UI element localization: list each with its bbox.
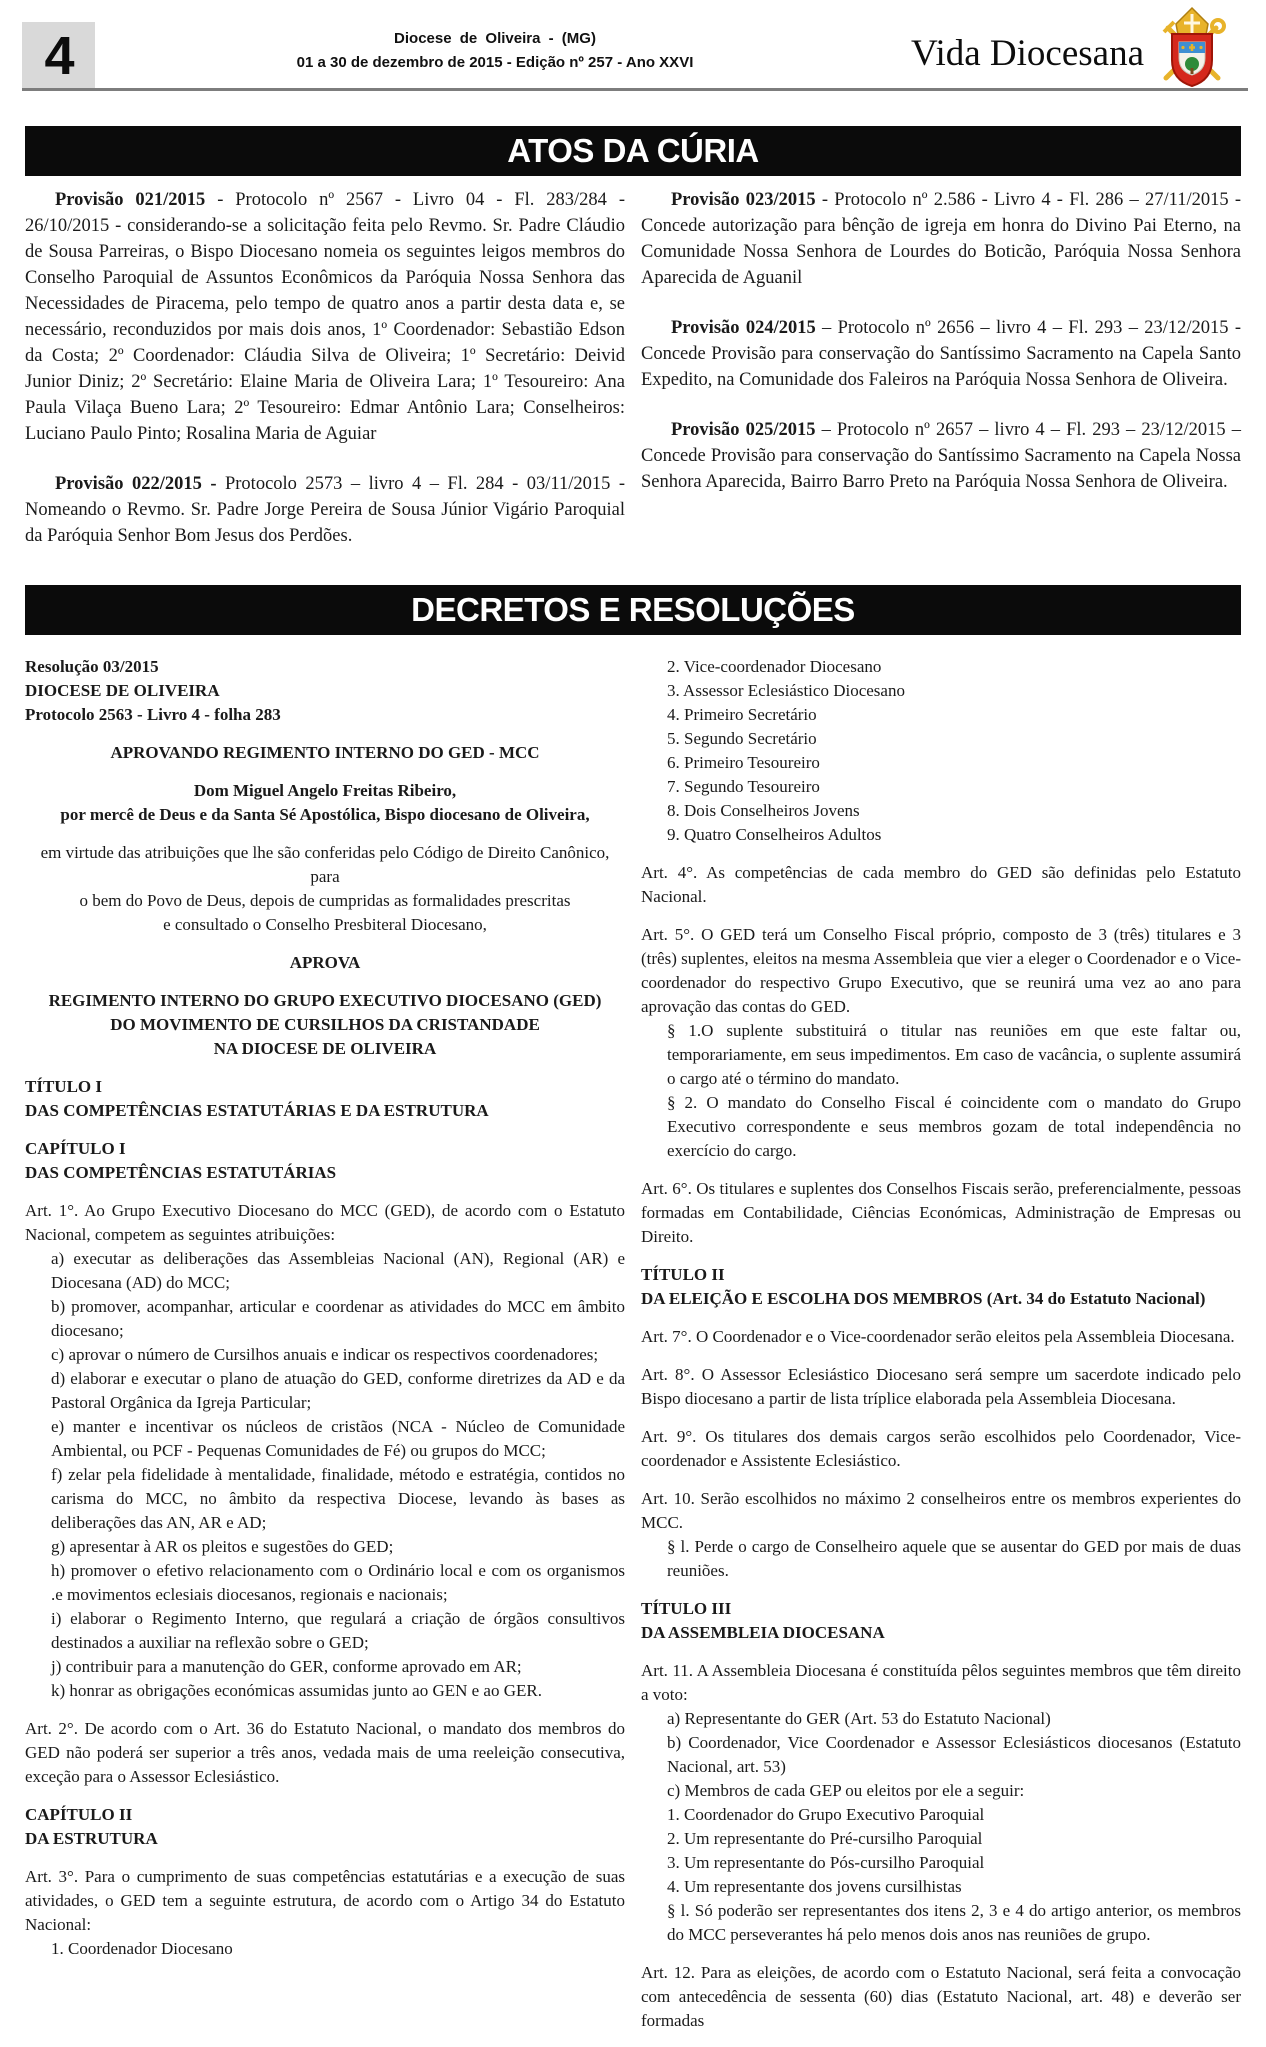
section-banner-decretos-e-resolucoes [25,585,1241,635]
list-group [641,1707,1241,1947]
paragraph: Art. 2°. De acordo com o Art. 36 do Estatuto Nacional, o mandato dos membros do GED não poderá ser superior a três anos, vedada mais de uma reeleição consecutiva, exceção para o Assessor Eclesiástico. [25,1719,625,1786]
paragraph: Art. 12. Para as eleições, de acordo com o Estatuto Nacional, será feita a convocação com antecedência de sessenta (60) dias (Estatuto Nacional, art. 48) e deverão ser formadas [641,1963,1241,2030]
paragraph: Art. 4°. As competências de cada membro do GED são definidas pelo Estatuto Nacional. [641,863,1241,906]
text-line: CAPÍTULO II [25,1805,133,1824]
text-line: DO MOVIMENTO DE CURSILHOS DA CRISTANDADE [110,1015,540,1034]
page-number-box [22,22,95,89]
text-line: e consultado o Conselho Presbiteral Diocesano, [163,915,487,934]
list-item: 2. Vice-coordenador Diocesano [667,657,882,676]
list-group [641,655,1241,847]
list-item: f) zelar pela fidelidade à mentalidade, finalidade, método e estratégia, contidos no carisma do MCC, no âmbito da respectiva Diocese, levando às bases as deliberações das AN, AR e AD; [51,1465,625,1532]
list-item: § l. Só poderão ser representantes dos itens 2, 3 e 4 do artigo anterior, os membros do MCC perseverantes há pelo menos dois anos nas reuniões de grupo. [667,1901,1241,1944]
list-item: c) Membros de cada GEP ou eleitos por ele a seguir: [667,1781,1025,1800]
text-line: Protocolo 2563 - Livro 4 - folha 283 [25,705,281,724]
centered-text [25,841,625,937]
page-header [0,0,1266,91]
text-line: APROVANDO REGIMENTO INTERNO DO GED - MCC [110,743,540,762]
centered-heading [25,779,625,827]
text-line: DA ELEIÇÃO E ESCOLHA DOS MEMBROS (Art. 34 do Estatuto Nacional) [641,1289,1206,1308]
list-item: 9. Quatro Conselheiros Adultos [667,825,882,844]
paragraph: Art. 8°. O Assessor Eclesiástico Diocesano será sempre um sacerdote indicado pelo Bispo diocesano a partir de lista tríplice elaborada pela Assembleia Diocesana. [641,1365,1241,1408]
heading-block [25,1137,625,1185]
list-item: h) promover o efetivo relacionamento com o Ordinário local e com os organismos .e movimentos eclesiais diocesanos, regionais e nacionais; [51,1561,625,1604]
list-item: 6. Primeiro Tesoureiro [667,753,820,772]
text-line: DA ESTRUTURA [25,1829,158,1848]
list-item: 4. Primeiro Secretário [667,705,817,724]
list-item: b) Coordenador, Vice Coordenador e Assessor Eclesiásticos diocesanos (Estatuto Nacional, art. 53) [667,1733,1241,1776]
list-item: § 1.O suplente substituirá o titular nas reuniões em que este faltar ou, temporariamente, em seus impedimentos. Em caso de vacância, o suplente assumirá o cargo até o término do mandato. [667,1021,1241,1088]
list-item: a) executar as deliberações das Assembleias Nacional (AN), Regional (AR) e Diocesana (AD) do MCC; [51,1249,625,1292]
text-line: por mercê de Deus e da Santa Sé Apostólica, Bispo diocesano de Oliveira, [60,805,590,824]
decretos-columns [25,655,1241,2047]
text-line: Dom Miguel Angelo Freitas Ribeiro, [193,781,457,800]
list-item: j) contribuir para a manutenção do GER, conforme aprovado em AR; [51,1657,522,1676]
list-item: i) elaborar o Regimento Interno, que regulará a criação de órgãos consultivos destinados a auxiliar na reflexão sobre o GED; [51,1609,625,1652]
list-item: 3. Um representante do Pós-cursilho Paroquial [667,1853,985,1872]
text-line: TÍTULO II [641,1265,725,1284]
list-item: d) elaborar e executar o plano de atuação do GED, conforme diretrizes da AD e da Pastoral Orgânica da Igreja Particular; [51,1369,625,1412]
list-item: § 2. O mandato do Conselho Fiscal é coincidente com o mandato do Grupo Executivo correspondente e seus membros gozam de total independência no exercício do cargo. [667,1093,1241,1160]
list-item: e) manter e incentivar os núcleos de cristãos (NCA - Núcleo de Comunidade Ambiental, ou PCF - Pequenas Comunidades de Fé) ou grupos do MCC; [51,1417,625,1460]
list-item: 3. Assessor Eclesiástico Diocesano [667,681,905,700]
list-item: 4. Um representante dos jovens cursilhistas [667,1877,962,1896]
provision-number: Provisão 024/2015 [671,318,816,338]
atos-left-column [25,187,625,573]
centered-heading [25,951,625,975]
provision-paragraph: Provisão 022/2015 - Protocolo 2573 – livro 4 – Fl. 284 - 03/11/2015 - Nomeando o Revmo. Sr. Padre Jorge Pereira de Sousa Júnior Vigário Paroquial da Paróquia Senhor Bom Jesus dos Perdões. [25,474,625,546]
text-line: TÍTULO III [641,1599,732,1618]
provision-paragraph: Provisão 025/2015 – Protocolo nº 2657 – livro 4 – Fl. 293 – 23/12/2015 – Concede Provisão para conservação do Santíssimo Sacramento na Capela Nossa Senhora Aparecida, Bairro Barro Preto na Paróquia Nossa Senhora de Oliveira. [641,420,1241,492]
text-line: DA ASSEMBLEIA DIOCESANA [641,1623,885,1642]
heading-block [641,1263,1241,1311]
text-line: DIOCESE DE OLIVEIRA [25,681,220,700]
list-item: 8. Dois Conselheiros Jovens [667,801,860,820]
text-line: TÍTULO I [25,1077,102,1096]
list-item: 2. Um representante do Pré-cursilho Paroquial [667,1829,983,1848]
text-line: REGIMENTO INTERNO DO GRUPO EXECUTIVO DIOCESANO (GED) [48,991,602,1010]
paragraph: Art. 6°. Os titulares e suplentes dos Conselhos Fiscais serão, preferencialmente, pessoas formadas em Contabilidade, Ciências Económicas, Administração de Empresas ou Direito. [641,1179,1241,1246]
edition-info: 01 a 30 de dezembro de 2015 - Edição nº 257 - Ano XXVI [296,54,694,71]
atos-columns [25,187,1241,573]
text-line: Resolução 03/2015 [25,657,159,676]
diocese-coat-of-arms-icon [1148,6,1236,88]
centered-heading [25,741,625,765]
text-line: NA DIOCESE DE OLIVEIRA [213,1039,437,1058]
list-item: b) promover, acompanhar, articular e coordenar as atividades do MCC em âmbito diocesano; [51,1297,625,1340]
diocese-name: Diocese de Oliveira - (MG) [394,30,596,47]
heading-block [641,1597,1241,1645]
text-line: o bem do Povo de Deus, depois de cumpridas as formalidades prescritas [79,891,571,910]
text-line: DAS COMPETÊNCIAS ESTATUTÁRIAS [25,1163,337,1182]
list-group [25,1247,625,1703]
list-item: k) honrar as obrigações económicas assumidas junto ao GEN e ao GER. [51,1681,542,1700]
list-group [641,1535,1241,1583]
header-divider-rule [22,88,1248,91]
heading-block [25,655,625,727]
provision-number: Provisão 021/2015 [55,190,206,210]
decretos-right-column [641,655,1241,2047]
list-item: § l. Perde o cargo de Conselheiro aquele que se ausentar do GED por mais de duas reuniões. [667,1537,1241,1580]
paragraph: Art. 3°. Para o cumprimento de suas competências estatutárias e a execução de suas atividades, o GED tem a seguinte estrutura, de acordo com o Artigo 34 do Estatuto Nacional: [25,1867,625,1934]
banner-title: ATOS DA CÚRIA [507,132,759,169]
provision-paragraph: Provisão 024/2015 – Protocolo nº 2656 – livro 4 – Fl. 293 – 23/12/2015 - Concede Provisão para conservação do Santíssimo Sacramento na Capela Santo Expedito, na Comunidade dos Faleiros na Paróquia Nossa Senhora de Oliveira. [641,318,1241,390]
provision-paragraph: Provisão 021/2015 - Protocolo nº 2567 - Livro 04 - Fl. 283/284 - 26/10/2015 - considerando-se a solicitação feita pelo Revmo. Sr. Padre Cláudio de Sousa Parreiras, o Bispo Diocesano nomeia os seguintes leigos membros do Conselho Paroquial de Assuntos Econômicos da Paróquia Nossa Senhora das Necessidades de Piracema, pelo tempo de quatro anos a partir desta data e, se necessário, reconduzidos por mais dois anos, 1º Coordenador: Sebastião Edson da Costa; 2º Coordenador: Cláudia Silva de Oliveira; 1º Secretário: Deivid Junior Diniz; 2º Secretário: Elaine Maria de Oliveira Lara; 1º Tesoureiro: Ana Paula Vilaça Bueno Lara; 2º Tesoureiro: Edmar Antônio Lara; Conselheiros: Luciano Paulo Pinto; Rosalina Maria de Aguiar [25,190,625,444]
centered-heading [25,989,625,1061]
text-line: em virtude das atribuições que lhe são conferidas pelo Código de Direito Canônico, para [40,843,610,886]
masthead-title: Vida Diocesana [910,33,1144,74]
list-group [25,1937,625,1961]
paragraph: Art. 1°. Ao Grupo Executivo Diocesano do MCC (GED), de acordo com o Estatuto Nacional, competem as seguintes atribuições: [25,1201,625,1244]
paragraph: Art. 11. A Assembleia Diocesana é constituída pêlos seguintes membros que têm direito a voto: [641,1661,1241,1704]
list-group [641,1019,1241,1163]
section-banner-atos-da-curia [25,126,1241,176]
list-item: g) apresentar à AR os pleitos e sugestões do GED; [51,1537,394,1556]
paragraph: Art. 10. Serão escolhidos no máximo 2 conselheiros entre os membros experientes do MCC. [641,1489,1241,1532]
heading-block [25,1075,625,1123]
page-number: 4 [44,25,73,86]
provision-number: Provisão 025/2015 [671,420,816,440]
text-line: CAPÍTULO I [25,1139,126,1158]
text-line: APROVA [289,953,361,972]
provision-number: Provisão 023/2015 [671,190,816,210]
text-line: DAS COMPETÊNCIAS ESTATUTÁRIAS E DA ESTRUTURA [25,1101,489,1120]
atos-right-column [641,187,1241,573]
list-item: 1. Coordenador Diocesano [51,1939,233,1958]
header-center-text [170,30,820,71]
decretos-left-column [25,655,625,2047]
paragraph: Art. 7°. O Coordenador e o Vice-coordenador serão eleitos pela Assembleia Diocesana. [641,1327,1235,1346]
paragraph: Art. 5°. O GED terá um Conselho Fiscal próprio, composto de 3 (três) titulares e 3 (três) suplentes, eleitos na mesma Assembleia que vier a eleger o Coordenador e o Vice-coordenador do respectivo Grupo Executivo, que se reunirá uma vez ao ano para aprovação das contas do GED. [641,925,1241,1016]
provision-number: Provisão 022/2015 - [55,474,217,494]
list-item: 5. Segundo Secretário [667,729,817,748]
heading-block [25,1803,625,1851]
list-item: c) aprovar o número de Cursilhos anuais e indicar os respectivos coordenadores; [51,1345,599,1364]
provision-paragraph: Provisão 023/2015 - Protocolo nº 2.586 - Livro 4 - Fl. 286 – 27/11/2015 - Concede autorização para bênção de igreja em honra do Divino Pai Eterno, na Comunidade Nossa Senhora de Lourdes do Boticão, Paróquia Nossa Senhora Aparecida de Aguanil [641,190,1241,288]
paragraph: Art. 9°. Os titulares dos demais cargos serão escolhidos pelo Coordenador, Vice-coordenador e Assistente Eclesiástico. [641,1427,1241,1470]
banner-title: DECRETOS E RESOLUÇÕES [411,591,855,628]
list-item: 7. Segundo Tesoureiro [667,777,820,796]
list-item: a) Representante do GER (Art. 53 do Estatuto Nacional) [667,1709,1051,1728]
list-item: 1. Coordenador do Grupo Executivo Paroquial [667,1805,985,1824]
